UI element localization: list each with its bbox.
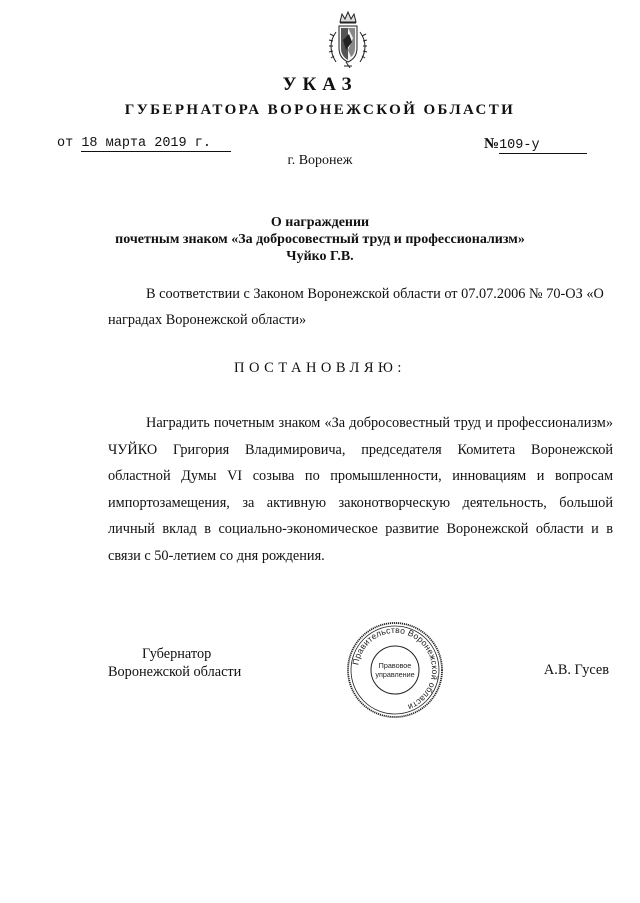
stamp-center-line-2: управление [375, 670, 415, 679]
stamp-center-line-1: Правовое [378, 661, 412, 670]
stamp-ring-text: Правительство Воронежской области [350, 624, 441, 713]
signatory-title-line-1: Губернатор [142, 646, 212, 662]
document-number: 109-у [499, 138, 587, 154]
date-prefix: от [57, 136, 74, 151]
body-paragraph: Наградить почетным знаком «За добросовестный труд и профессионализм» ЧУЙКО Григория Владимировича, председателя Комитета Воронежской областной Думы VI созыва по промышленности, инновациям и вопросам импортозамещения, за активную законотворческую деятельность, большой личный вклад в социально-экономическое развитие Воронежской области и в связи с 50-летием со дня рождения. [108, 415, 613, 564]
subject-line-1: О награждении [270, 215, 370, 230]
document-type: УКАЗ [282, 74, 358, 95]
basis-paragraph: В соответствии с Законом Воронежской области от 07.07.2006 № 70-ОЗ «О наградах Воронежской области» [108, 286, 604, 328]
document-date: 18 марта 2019 г. [81, 136, 231, 152]
resolve-heading: ПОСТАНОВЛЯЮ: [234, 360, 406, 376]
number-line [484, 136, 587, 154]
number-sign: № [484, 136, 500, 152]
issuer-title: ГУБЕРНАТОРА ВОРОНЕЖСКОЙ ОБЛАСТИ [124, 102, 516, 118]
subject-heading [0, 214, 640, 265]
subject-line-3: Чуйко Г.В. [286, 249, 354, 264]
official-stamp [345, 620, 445, 720]
date-line [57, 136, 231, 152]
city: г. Воронеж [287, 153, 353, 168]
signatory-title [108, 645, 241, 681]
signatory-title-line-2: Воронежской области [108, 664, 242, 680]
signatory-name: А.В. Гусев [543, 662, 609, 678]
coat-of-arms-icon [322, 10, 374, 70]
subject-line-2: почетным знаком «За добросовестный труд и профессионализм» [115, 232, 525, 247]
